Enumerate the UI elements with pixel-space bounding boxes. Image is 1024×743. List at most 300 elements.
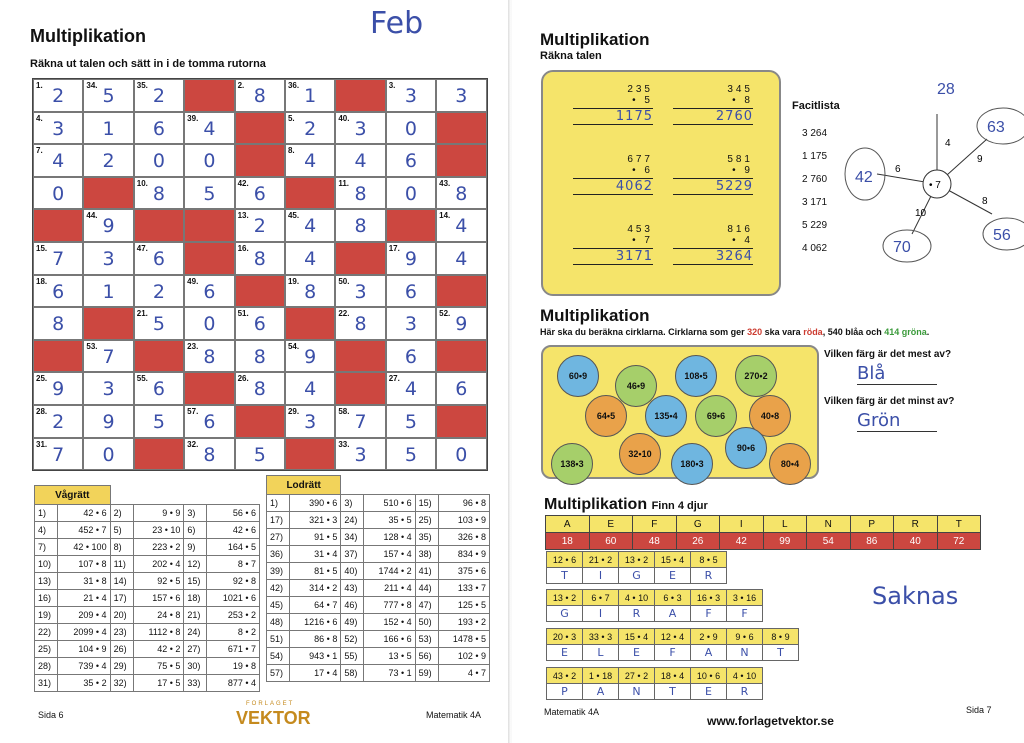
clue-num: 7) — [35, 539, 58, 556]
clue-number: 53. — [86, 341, 98, 351]
handwritten-digit: 0 — [404, 117, 417, 140]
clue-num: 10) — [35, 556, 58, 573]
crossword-cell — [436, 209, 486, 242]
clue-expr: 157 • 6 — [133, 590, 184, 607]
section-title-3-text: Multiplikation — [544, 496, 648, 513]
question-least: Vilken färg är det minst av? — [824, 396, 955, 407]
clue-num: 18) — [184, 590, 207, 607]
crossword-cell — [335, 209, 385, 242]
color-circle: 138•3 — [551, 443, 593, 485]
clue-number: 7. — [36, 146, 43, 156]
book-title-right: Matematik 4A — [544, 707, 600, 717]
clue-expr: 75 • 5 — [133, 658, 184, 675]
crossword-blocked-cell — [335, 79, 385, 112]
multiplication-web — [837, 64, 1024, 274]
crossword-blocked-cell — [436, 340, 486, 373]
handwritten-digit: 3 — [354, 117, 367, 140]
key-number: 99 — [763, 533, 807, 550]
crossword-cell — [134, 242, 184, 275]
clue-number: 50. — [338, 276, 350, 286]
handwritten-digit: 2 — [152, 85, 166, 107]
crossword-blocked-cell — [184, 79, 234, 112]
clue-number: 19. — [287, 276, 300, 286]
problem-multiplier: • 7 — [632, 235, 653, 246]
page-number: Sida 6 — [38, 710, 64, 720]
clue-num: 1) — [267, 495, 290, 512]
handwritten-digit: 8 — [253, 85, 266, 107]
clue-expr: 56 • 6 — [207, 505, 260, 522]
clue-num: 5) — [110, 522, 133, 539]
web-answer: 42 — [855, 169, 873, 186]
strip-answer: R — [727, 684, 763, 700]
handwritten-digit: 4 — [304, 150, 317, 173]
color-circle: 64•5 — [585, 395, 627, 437]
handwritten-digit: 9 — [102, 410, 115, 433]
crossword-cell — [386, 177, 436, 210]
clue-expr: 375 • 6 — [438, 563, 489, 580]
sub2-red-number: 320 — [747, 327, 763, 337]
strip-answer: T — [547, 568, 583, 584]
handwritten-digit: 8 — [253, 378, 266, 401]
clue-expr: 943 • 1 — [290, 648, 341, 665]
clue-num: 12) — [184, 556, 207, 573]
crossword-blocked-cell — [33, 209, 83, 242]
strip-question: 15 • 4 — [619, 629, 655, 645]
clue-expr: 211 • 4 — [364, 580, 415, 597]
clue-number: 35. — [136, 81, 148, 90]
strip-answer: L — [583, 645, 619, 661]
clue-expr: 86 • 8 — [290, 631, 341, 648]
clues-header-blank — [415, 476, 438, 495]
strip-question: 6 • 7 — [583, 590, 619, 606]
strip-answer: T — [763, 645, 799, 661]
clue-num: 51) — [267, 631, 290, 648]
crossword-cell — [335, 177, 385, 210]
crossword-cell — [33, 242, 83, 275]
sub2-part-b: ska vara — [762, 327, 804, 337]
handwritten-digit: 8 — [455, 182, 468, 205]
facit-item: 5 229 — [802, 220, 828, 231]
problem-answer: 5229 — [673, 179, 753, 195]
clue-expr: 92 • 5 — [133, 573, 184, 590]
crossword-cell — [184, 275, 234, 308]
clues-horizontal-table — [34, 485, 260, 692]
clue-number: 1. — [36, 81, 43, 90]
section-title-3 — [544, 496, 708, 514]
crossword-cell — [33, 112, 83, 145]
web-number: 9 — [977, 154, 983, 165]
clue-expr: 31 • 4 — [290, 546, 341, 563]
clue-number: 18. — [36, 276, 48, 286]
clue-number: 28. — [36, 406, 48, 416]
clue-expr: 24 • 8 — [133, 607, 184, 624]
crossword-cell — [83, 209, 133, 242]
crossword-cell — [285, 242, 335, 275]
clue-number: 33. — [338, 439, 350, 449]
crossword-cell — [83, 275, 133, 308]
handwritten-digit: 4 — [354, 150, 367, 173]
strip-question: 4 • 10 — [727, 668, 763, 684]
sub2-green-word: gröna — [901, 327, 927, 337]
crossword-cell — [386, 79, 436, 112]
clue-expr: 42 • 6 — [207, 522, 260, 539]
handwritten-digit: 6 — [152, 378, 166, 401]
sub2-end: . — [926, 327, 930, 337]
strip-answer: E — [547, 645, 583, 661]
key-letter: E — [589, 516, 633, 533]
handwritten-digit: 9 — [404, 247, 417, 270]
clue-num: 53) — [415, 631, 438, 648]
clue-num: 17) — [110, 590, 133, 607]
clue-num: 15) — [184, 573, 207, 590]
strip-question: 2 • 9 — [691, 629, 727, 645]
handwritten-digit: 2 — [152, 280, 166, 303]
crossword-cell — [285, 340, 335, 373]
handwritten-digit: 3 — [304, 410, 317, 433]
handwritten-digit: 3 — [404, 313, 417, 336]
clue-expr: 35 • 2 — [58, 675, 111, 692]
clue-num: 1) — [35, 505, 58, 522]
crossword-cell — [134, 275, 184, 308]
handwritten-digit: 0 — [455, 443, 468, 466]
clue-number: 11. — [338, 178, 350, 188]
clues-header-blank — [184, 486, 207, 505]
clue-number: 17. — [388, 243, 400, 253]
clue-expr: 125 • 5 — [438, 597, 489, 614]
clue-number: 22. — [338, 309, 350, 319]
clue-number: 2. — [237, 81, 245, 90]
strip-answer: A — [583, 684, 619, 700]
crossword-cell — [235, 209, 285, 242]
handwritten-digit: 1 — [304, 85, 317, 107]
clue-expr: 96 • 8 — [438, 495, 489, 512]
clue-num: 30) — [184, 658, 207, 675]
crossword-cell — [386, 275, 436, 308]
clue-number: 40. — [338, 113, 350, 123]
crossword-blocked-cell — [285, 307, 335, 340]
crossword-cell — [134, 112, 184, 145]
web-answer: 56 — [993, 227, 1011, 244]
handwritten-digit: 0 — [203, 150, 216, 173]
clue-number: 5. — [287, 113, 295, 123]
color-circle: 270•2 — [735, 355, 777, 397]
handwritten-digit: 6 — [455, 378, 468, 401]
problem-answer: 3264 — [673, 249, 753, 265]
clue-expr: 21 • 4 — [58, 590, 111, 607]
crossword-cell — [83, 340, 133, 373]
clues-header-blank — [207, 486, 260, 505]
clue-expr: 193 • 2 — [438, 614, 489, 631]
strip-answer: N — [727, 645, 763, 661]
crossword-cell — [33, 177, 83, 210]
multiplication-problem — [673, 224, 753, 265]
handwritten-digit: 6 — [404, 345, 417, 368]
clue-expr: 452 • 7 — [58, 522, 111, 539]
clue-num: 42) — [267, 580, 290, 597]
color-circle: 69•6 — [695, 395, 737, 437]
clue-num: 27) — [267, 529, 290, 546]
clue-number: 54. — [287, 341, 300, 351]
clue-number: 8. — [287, 146, 295, 156]
key-letter: L — [763, 516, 807, 533]
strip-question: 43 • 2 — [547, 668, 583, 684]
handwritten-digit: 2 — [304, 117, 317, 140]
crossword-cell — [335, 275, 385, 308]
crossword-cell — [285, 112, 335, 145]
key-letter: F — [633, 516, 677, 533]
crossword-cell — [33, 372, 83, 405]
handwritten-digit: 5 — [404, 410, 417, 433]
handwritten-digit: 6 — [52, 280, 65, 303]
facit-label: Facitlista — [792, 100, 840, 112]
strip-question: 9 • 6 — [727, 629, 763, 645]
page-subtitle: Räkna ut talen och sätt in i de tomma rutorna — [30, 58, 266, 70]
strip-answer: F — [727, 606, 763, 622]
strip-answer: P — [547, 684, 583, 700]
clue-num: 48) — [267, 614, 290, 631]
clue-expr: 777 • 8 — [364, 597, 415, 614]
crossword-cell — [235, 372, 285, 405]
clue-expr: 671 • 7 — [207, 641, 260, 658]
strip-answer: E — [655, 568, 691, 584]
crossword-cell — [184, 112, 234, 145]
strip-question: 10 • 6 — [691, 668, 727, 684]
key-number: 60 — [589, 533, 633, 550]
crossword-cell — [33, 144, 83, 177]
handwritten-digit: 4 — [304, 215, 317, 238]
strip-answer: A — [655, 606, 691, 622]
crossword-cell — [335, 405, 385, 438]
clue-num: 20) — [110, 607, 133, 624]
strip-question: 15 • 4 — [655, 552, 691, 568]
clue-num: 41) — [415, 563, 438, 580]
logo-small-text: FORLAGET — [246, 701, 295, 707]
clue-expr: 81 • 5 — [290, 563, 341, 580]
crossword-blocked-cell — [83, 177, 133, 210]
clue-num: 43) — [341, 580, 364, 597]
clue-number: 26. — [237, 374, 249, 384]
color-circle: 180•3 — [671, 443, 713, 485]
crossword-blocked-cell — [235, 275, 285, 308]
clue-expr: 1744 • 2 — [364, 563, 415, 580]
clue-num: 36) — [267, 546, 290, 563]
handwritten-digit: 0 — [102, 443, 115, 466]
clue-expr: 128 • 4 — [364, 529, 415, 546]
handwritten-digit: 8 — [253, 247, 266, 270]
crossword-cell — [335, 144, 385, 177]
facit-item: 3 264 — [802, 128, 828, 139]
page-title: Multiplikation — [30, 26, 146, 46]
web-center: • 7 — [929, 180, 941, 191]
clue-expr: 390 • 6 — [290, 495, 341, 512]
clue-num: 3) — [184, 505, 207, 522]
crossword-cell — [335, 112, 385, 145]
clue-num: 21) — [184, 607, 207, 624]
handwritten-digit: 5 — [203, 182, 216, 205]
answer-most: Blå — [857, 363, 937, 385]
clue-num: 58) — [341, 665, 364, 682]
clue-num: 16) — [35, 590, 58, 607]
clue-num: 52) — [341, 631, 364, 648]
clues-header: Vågrätt — [35, 486, 111, 505]
crossword-cell — [285, 144, 335, 177]
clue-expr: 13 • 5 — [364, 648, 415, 665]
crossword-blocked-cell — [386, 209, 436, 242]
handwritten-saknas: Saknas — [872, 582, 959, 610]
clue-expr: 1021 • 6 — [207, 590, 260, 607]
clue-num: 25) — [35, 641, 58, 658]
clue-expr: 35 • 5 — [364, 512, 415, 529]
clue-num: 24) — [341, 512, 364, 529]
web-answer: 63 — [987, 119, 1005, 136]
crossword-cell — [134, 307, 184, 340]
problem-top: 453 — [627, 224, 653, 235]
problem-answer: 2760 — [673, 109, 753, 125]
crossword-blocked-cell — [134, 209, 184, 242]
problem-top: 677 — [627, 154, 653, 165]
clue-expr: 510 • 6 — [364, 495, 415, 512]
clues-header: Lodrätt — [267, 476, 341, 495]
crossword-cell — [83, 405, 133, 438]
crossword-cell — [83, 112, 133, 145]
crossword-cell — [436, 79, 486, 112]
crossword-cell — [184, 144, 234, 177]
clue-num: 34) — [341, 529, 364, 546]
handwritten-digit: 8 — [354, 182, 367, 205]
crossword-blocked-cell — [83, 307, 133, 340]
clue-number: 58. — [338, 406, 350, 416]
crossword-cell — [436, 307, 486, 340]
facit-item: 2 760 — [802, 174, 828, 185]
clue-expr: 91 • 5 — [290, 529, 341, 546]
color-circle: 135•4 — [645, 395, 687, 437]
clue-num: 6) — [184, 522, 207, 539]
strip-answer: I — [583, 568, 619, 584]
clue-expr: 133 • 7 — [438, 580, 489, 597]
clue-number: 47. — [136, 243, 148, 253]
strip-question: 6 • 3 — [655, 590, 691, 606]
color-circle: 90•6 — [725, 427, 767, 469]
clue-num: 9) — [184, 539, 207, 556]
crossword-blocked-cell — [235, 144, 285, 177]
handwritten-digit: 0 — [203, 313, 216, 336]
clue-num: 31) — [35, 675, 58, 692]
clue-expr: 157 • 4 — [364, 546, 415, 563]
strip-question: 4 • 10 — [619, 590, 655, 606]
clue-number: 45. — [287, 211, 300, 221]
clue-expr: 209 • 4 — [58, 607, 111, 624]
clue-expr: 102 • 9 — [438, 648, 489, 665]
handwritten-note: Feb — [370, 6, 424, 41]
clue-expr: 42 • 100 — [58, 539, 111, 556]
left-page — [0, 0, 510, 743]
web-answer: 28 — [937, 81, 955, 98]
key-letter: T — [937, 516, 981, 533]
handwritten-digit: 8 — [152, 182, 166, 205]
crossword-cell — [184, 177, 234, 210]
clue-expr: 223 • 2 — [133, 539, 184, 556]
clue-expr: 834 • 9 — [438, 546, 489, 563]
problem-top: 345 — [727, 84, 753, 95]
handwritten-digit: 7 — [102, 345, 115, 368]
handwritten-digit: 6 — [203, 280, 216, 303]
circles-box — [541, 345, 819, 479]
crossword-cell — [83, 242, 133, 275]
handwritten-digit: 9 — [52, 378, 65, 401]
clue-expr: 2099 • 4 — [58, 624, 111, 641]
clue-number: 43. — [439, 178, 451, 188]
strip-answer: R — [619, 606, 655, 622]
clue-expr: 103 • 9 — [438, 512, 489, 529]
clue-number: 31. — [36, 439, 48, 449]
clue-expr: 17 • 4 — [290, 665, 341, 682]
handwritten-digit: 1 — [102, 280, 115, 303]
handwritten-digit: 3 — [102, 247, 115, 270]
key-number: 18 — [546, 533, 590, 550]
multiplication-problem — [673, 154, 753, 195]
crossword-cell — [235, 177, 285, 210]
clue-num: 26) — [110, 641, 133, 658]
clue-num: 35) — [415, 529, 438, 546]
clue-number: 3. — [388, 81, 396, 90]
handwritten-digit: 8 — [253, 345, 266, 368]
clue-num: 27) — [184, 641, 207, 658]
clue-expr: 17 • 5 — [133, 675, 184, 692]
sub2-red-word: röda — [803, 327, 823, 337]
key-number: 72 — [937, 533, 981, 550]
crossword-cell — [386, 340, 436, 373]
clue-num: 28) — [35, 658, 58, 675]
crossword-cell — [386, 112, 436, 145]
strip-answer: G — [619, 568, 655, 584]
crossword-cell — [33, 438, 83, 471]
crossword-cell — [386, 144, 436, 177]
clue-num: 47) — [415, 597, 438, 614]
clue-number: 13. — [237, 211, 249, 221]
crossword-cell — [235, 79, 285, 112]
crossword-cell — [386, 405, 436, 438]
clue-number: 44. — [86, 211, 98, 221]
handwritten-digit: 1 — [102, 117, 115, 140]
color-circle: 108•5 — [675, 355, 717, 397]
strip-answer: I — [583, 606, 619, 622]
animal-strip — [546, 628, 799, 661]
facit-item: 4 062 — [802, 243, 828, 254]
strip-question: 13 • 2 — [619, 552, 655, 568]
crossword-cell — [285, 275, 335, 308]
strip-question: 8 • 9 — [763, 629, 799, 645]
handwritten-digit: 6 — [253, 182, 266, 205]
crossword-cell — [285, 79, 335, 112]
handwritten-digit: 4 — [203, 117, 216, 140]
handwritten-digit: 5 — [152, 313, 166, 336]
clue-expr: 1478 • 5 — [438, 631, 489, 648]
key-number: 86 — [850, 533, 894, 550]
clue-num: 19) — [35, 607, 58, 624]
clue-expr: 202 • 4 — [133, 556, 184, 573]
crossword-blocked-cell — [184, 242, 234, 275]
key-number: 26 — [676, 533, 720, 550]
handwritten-digit: 7 — [354, 410, 367, 433]
clue-num: 15) — [415, 495, 438, 512]
clue-expr: 31 • 8 — [58, 573, 111, 590]
crossword-blocked-cell — [235, 112, 285, 145]
key-letter: G — [676, 516, 720, 533]
problem-multiplier: • 6 — [632, 165, 653, 176]
clues-header-blank — [133, 486, 184, 505]
clue-number: 21. — [136, 309, 148, 319]
crossword-cell — [184, 405, 234, 438]
